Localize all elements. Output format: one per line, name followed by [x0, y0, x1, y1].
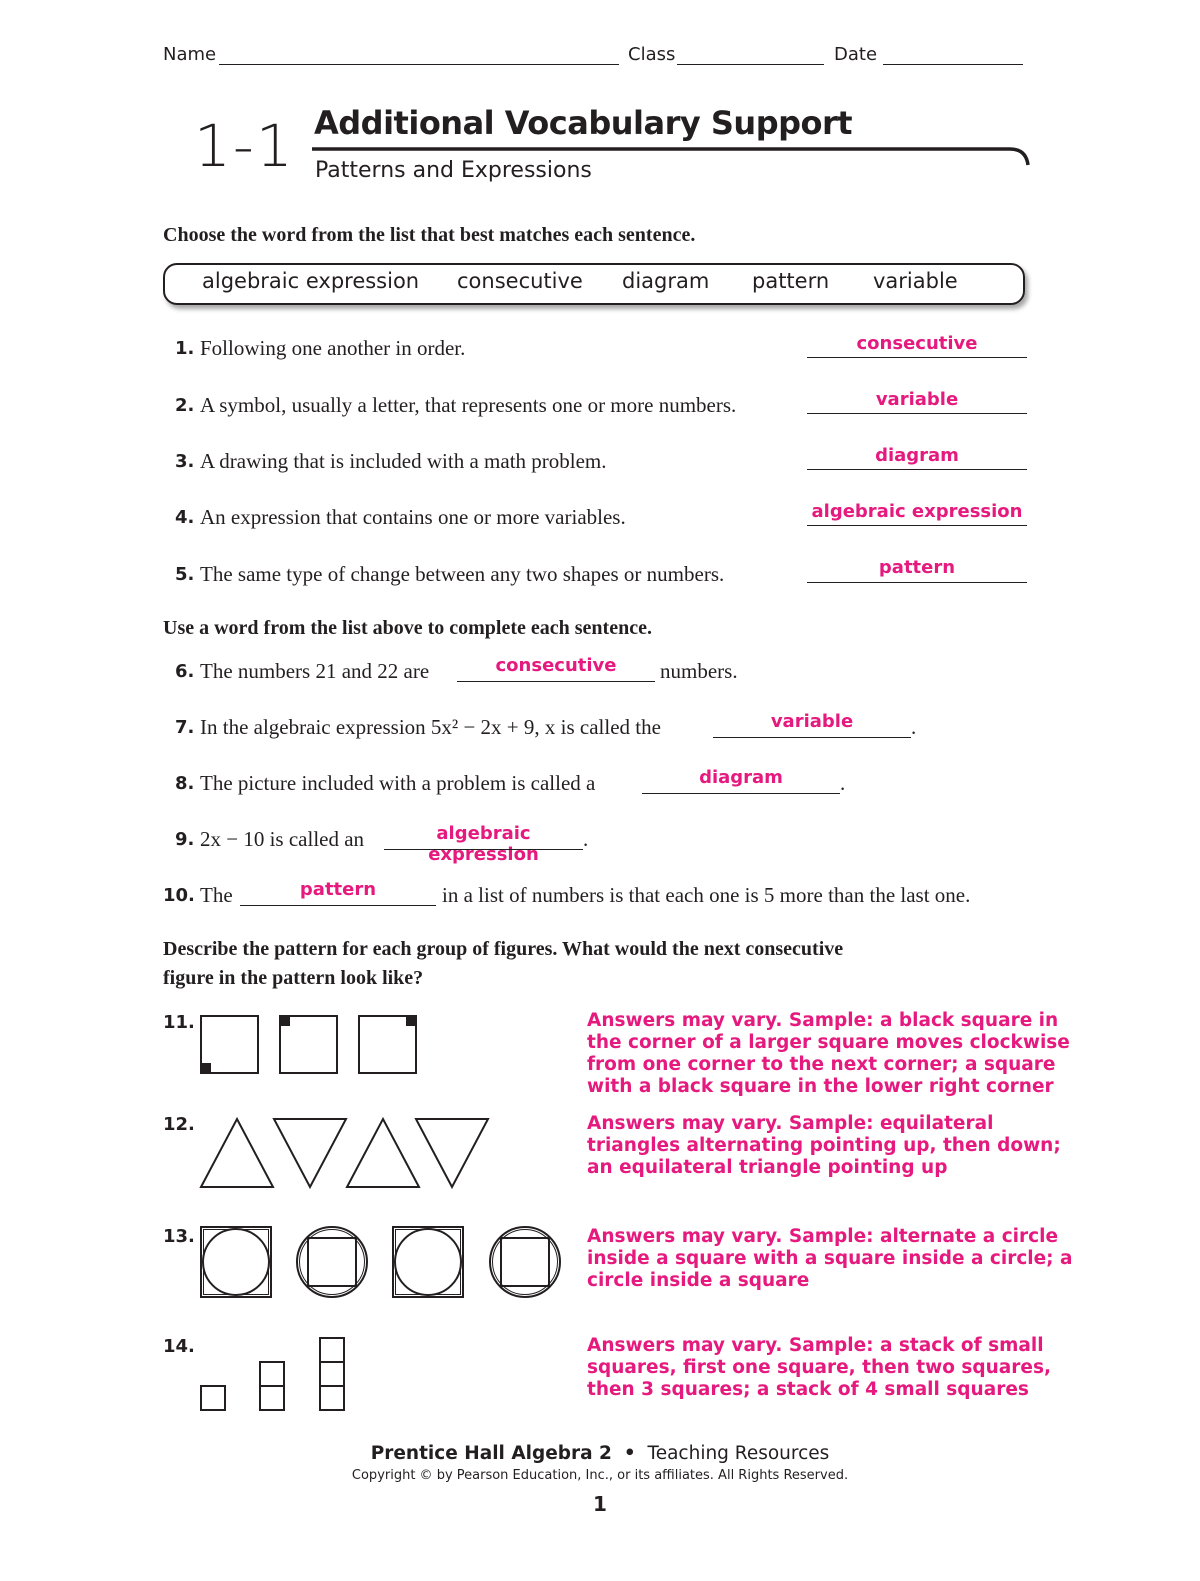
question-text: In the algebraic expression 5x² − 2x + 9, x is called the: [200, 715, 661, 739]
page-title: Additional Vocabulary Support: [314, 104, 853, 142]
question-number: 8.: [175, 773, 195, 794]
section3-instruction: Describe the pattern for each group of figures. What would the next consecutive: [163, 938, 844, 960]
word-bank-item: algebraic expression: [202, 269, 420, 293]
figure-answer: Answers may vary. Sample: a black square in the corner of a larger square moves clockwise from one corner to the next corner; a square with a black square in the lower right corner: [587, 1010, 1070, 1097]
question-number: 2.: [175, 395, 195, 416]
section1-instruction: Choose the word from the list that best matches each sentence.: [163, 224, 696, 246]
date-label: Date: [834, 44, 878, 65]
question-number: 1.: [175, 338, 195, 359]
question-text-end: .: [583, 827, 589, 851]
question-text: Following one another in order.: [200, 336, 466, 360]
name-label: Name: [163, 44, 217, 65]
question-text-end: .: [840, 771, 846, 795]
book-title: Prentice Hall Algebra 2: [370, 1443, 612, 1464]
answer-blank[interactable]: [642, 793, 840, 794]
question-number: 10.: [163, 885, 195, 906]
answer-blank[interactable]: [457, 681, 655, 682]
figure-circles-squares: [196, 1222, 566, 1304]
answer-blank[interactable]: [807, 413, 1027, 414]
answer-text: pattern: [878, 557, 956, 578]
name-field[interactable]: [219, 64, 619, 65]
class-field[interactable]: [677, 64, 824, 65]
question-text: The: [200, 883, 233, 907]
answer-blank[interactable]: [807, 469, 1027, 470]
question-text: An expression that contains one or more variables.: [200, 505, 626, 529]
section3-instruction: figure in the pattern look like?: [163, 967, 424, 989]
word-bank-item: variable: [873, 269, 958, 293]
page-subtitle: Patterns and Expressions: [315, 158, 592, 183]
section2-instruction: Use a word from the list above to complete each sentence.: [163, 617, 652, 639]
question-text: A drawing that is included with a math problem.: [200, 449, 607, 473]
answer-blank[interactable]: [240, 905, 436, 906]
figure-square-stacks: [196, 1334, 356, 1416]
question-number: 9.: [175, 829, 195, 850]
question-number: 7.: [175, 717, 195, 738]
question-text-end: .: [911, 715, 917, 739]
date-field[interactable]: [883, 64, 1023, 65]
question-number: 4.: [175, 507, 195, 528]
figure-answer: Answers may vary. Sample: equilateral triangles alternating pointing up, then down; an equilateral triangle pointing up: [587, 1113, 1061, 1178]
figure-answer: Answers may vary. Sample: alternate a circle inside a square with a square inside a circle; a circle inside a square: [587, 1226, 1073, 1291]
question-number: 12.: [163, 1114, 195, 1135]
answer-text: algebraic expression: [428, 823, 539, 865]
question-number: 5.: [175, 564, 195, 585]
question-text-end: numbers.: [660, 659, 738, 683]
footer-line: [0, 1443, 1200, 1464]
answer-text: consecutive: [495, 655, 617, 676]
class-label: Class: [628, 44, 676, 65]
answer-blank[interactable]: [713, 737, 911, 738]
answer-text: pattern: [299, 879, 377, 900]
word-bank-item: pattern: [752, 269, 830, 293]
answer-text: diagram: [875, 445, 959, 466]
question-number: 11.: [163, 1012, 195, 1033]
question-text-end: in a list of numbers is that each one is 5 more than the last one.: [442, 883, 971, 907]
answer-text: diagram: [699, 767, 783, 788]
lesson-number: 1-1: [194, 112, 295, 180]
question-text: A symbol, usually a letter, that represents one or more numbers.: [200, 393, 737, 417]
question-number: 3.: [175, 451, 195, 472]
question-text: The picture included with a problem is called a: [200, 771, 596, 795]
question-text: 2x − 10 is called an: [200, 827, 365, 851]
question-text: The same type of change between any two shapes or numbers.: [200, 562, 725, 586]
bullet: •: [623, 1443, 636, 1464]
question-number: 13.: [163, 1226, 195, 1247]
question-text: The numbers 21 and 22 are: [200, 659, 430, 683]
answer-blank[interactable]: [807, 357, 1027, 358]
word-bank-item: consecutive: [457, 269, 583, 293]
answer-blank[interactable]: [807, 525, 1027, 526]
question-number: 14.: [163, 1336, 195, 1357]
resource-title: Teaching Resources: [647, 1443, 830, 1464]
answer-text: algebraic expression: [811, 501, 1023, 522]
figure-answer: Answers may vary. Sample: a stack of small squares, first one square, then two squares, then 3 squares; a stack of 4 small squares: [587, 1335, 1051, 1400]
word-bank-item: diagram: [622, 269, 710, 293]
answer-text: variable: [875, 389, 959, 410]
question-number: 6.: [175, 661, 195, 682]
answer-blank[interactable]: [807, 582, 1027, 583]
copyright: Copyright © by Pearson Education, Inc., or its affiliates. All Rights Reserved.: [351, 1468, 849, 1483]
answer-text: consecutive: [856, 333, 978, 354]
answer-text: variable: [770, 711, 854, 732]
page-number: 1: [593, 1492, 607, 1516]
answer-blank[interactable]: [384, 849, 583, 850]
figure-triangles: [196, 1113, 496, 1193]
figure-squares-corner: [196, 1010, 422, 1080]
